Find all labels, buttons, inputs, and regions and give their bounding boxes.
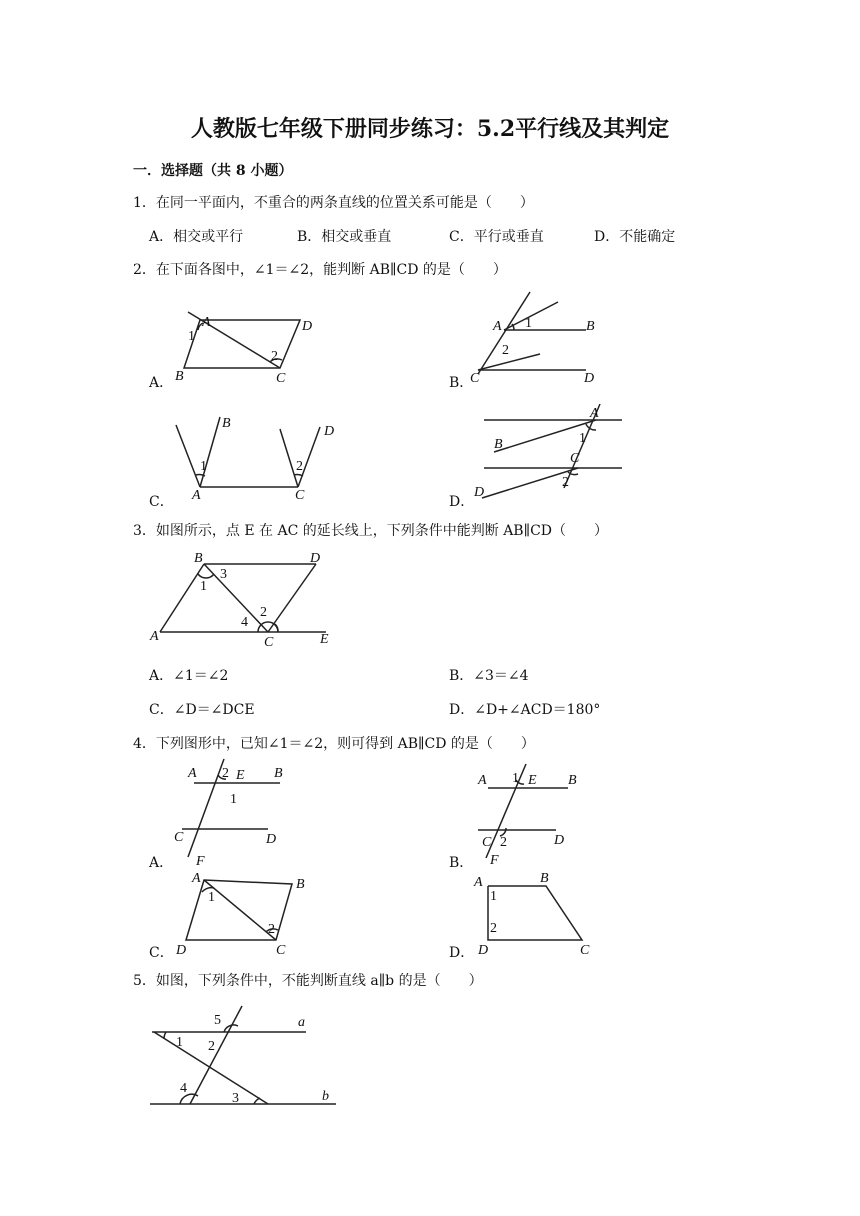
q4-figure-c bbox=[172, 868, 312, 958]
fig-label: 1 bbox=[230, 792, 237, 807]
question-3-stem: 3．如图所示，点 E 在 AC 的延长线上，下列条件中能判断 AB∥CD（ ） bbox=[133, 523, 609, 539]
fig-label: A bbox=[590, 406, 599, 421]
fig-label: C bbox=[276, 371, 286, 386]
fig-label: 1 bbox=[176, 1035, 183, 1050]
q1-option-a[interactable]: A．相交或平行 bbox=[149, 229, 244, 245]
fig-label: 5 bbox=[214, 1013, 221, 1028]
fig-label: 3 bbox=[232, 1091, 239, 1106]
question-1-stem: 1．在同一平面内，不重合的两条直线的位置关系可能是（ ） bbox=[133, 195, 534, 211]
q4-figure-b bbox=[470, 762, 590, 870]
fig-label: A bbox=[150, 629, 159, 644]
q3-figure bbox=[148, 548, 348, 653]
fig-label: B bbox=[568, 773, 577, 788]
q1-option-d[interactable]: D．不能确定 bbox=[594, 229, 676, 245]
fig-label: E bbox=[236, 768, 245, 783]
q4-option-c-label[interactable]: C． bbox=[149, 945, 174, 961]
q4-option-d-label[interactable]: D． bbox=[449, 945, 475, 961]
fig-label: C bbox=[470, 371, 480, 386]
q2-figure-d bbox=[470, 400, 630, 500]
fig-label: A bbox=[192, 488, 201, 503]
fig-label: D bbox=[554, 833, 565, 848]
fig-label: 2 bbox=[260, 605, 267, 620]
fig-label: 1 bbox=[200, 459, 207, 474]
fig-label: C bbox=[295, 488, 305, 503]
fig-label: D bbox=[176, 943, 187, 958]
fig-label: b bbox=[322, 1089, 329, 1104]
q2-option-b-label[interactable]: B． bbox=[449, 375, 474, 391]
q2-figure-a bbox=[170, 310, 330, 390]
fig-label: 1 bbox=[579, 431, 586, 446]
fig-label: A bbox=[474, 875, 483, 890]
section-heading: 一．选择题（共 8 小题） bbox=[133, 163, 293, 179]
fig-label: D bbox=[584, 371, 595, 386]
fig-label: 1 bbox=[490, 889, 497, 904]
fig-label: C bbox=[276, 943, 286, 958]
fig-label: 2 bbox=[271, 349, 278, 364]
fig-label: B bbox=[175, 369, 184, 384]
fig-label: 3 bbox=[220, 567, 227, 582]
question-4-stem: 4．下列图形中，已知∠1＝∠2，则可得到 AB∥CD 的是（ ） bbox=[133, 736, 535, 752]
fig-label: 4 bbox=[180, 1081, 187, 1096]
q3-option-c[interactable]: C．∠D＝∠DCE bbox=[149, 702, 255, 718]
fig-label: C bbox=[174, 830, 184, 845]
q2-option-c-label[interactable]: C． bbox=[149, 494, 174, 510]
q1-option-b[interactable]: B．相交或垂直 bbox=[297, 229, 392, 245]
fig-label: A bbox=[202, 315, 211, 330]
fig-label: C bbox=[482, 835, 492, 850]
page-title: 人教版七年级下册同步练习：5.2平行线及其判定 bbox=[190, 116, 670, 142]
fig-label: 2 bbox=[562, 475, 569, 490]
q3-option-a[interactable]: A．∠1＝∠2 bbox=[149, 668, 229, 684]
q4-option-b-label[interactable]: B． bbox=[449, 855, 474, 871]
fig-label: C bbox=[570, 451, 580, 466]
fig-label: D bbox=[474, 485, 485, 500]
q4-figure-d bbox=[472, 868, 602, 958]
fig-label: B bbox=[194, 551, 203, 566]
fig-label: D bbox=[478, 943, 489, 958]
fig-label: 1 bbox=[208, 890, 215, 905]
fig-label: 2 bbox=[268, 922, 275, 937]
q2-figure-c bbox=[170, 413, 350, 503]
q3-option-d[interactable]: D．∠D+∠ACD＝180° bbox=[449, 702, 601, 718]
question-5-stem: 5．如图，下列条件中，不能判断直线 a∥b 的是（ ） bbox=[133, 973, 483, 989]
fig-label: E bbox=[320, 632, 329, 647]
fig-label: 2 bbox=[490, 921, 497, 936]
fig-label: E bbox=[528, 773, 537, 788]
question-2-stem: 2．在下面各图中，∠1＝∠2，能判断 AB∥CD 的是（ ） bbox=[133, 262, 507, 278]
fig-label: B bbox=[494, 437, 503, 452]
fig-label: 1 bbox=[525, 316, 532, 331]
fig-label: 2 bbox=[222, 766, 229, 781]
fig-label: 2 bbox=[500, 835, 507, 850]
fig-label: D bbox=[310, 551, 321, 566]
q2-figure-b bbox=[468, 290, 608, 390]
fig-label: A bbox=[493, 319, 502, 334]
fig-label: a bbox=[298, 1015, 305, 1030]
q2-option-d-label[interactable]: D． bbox=[449, 494, 475, 510]
fig-label: 1 bbox=[200, 579, 207, 594]
fig-label: D bbox=[324, 424, 335, 439]
fig-label: 1 bbox=[188, 329, 195, 344]
fig-label: 1 bbox=[512, 771, 519, 786]
fig-label: 2 bbox=[296, 459, 303, 474]
fig-label: A bbox=[188, 766, 197, 781]
q1-option-c[interactable]: C．平行或垂直 bbox=[449, 229, 544, 245]
q2-option-a-label[interactable]: A． bbox=[149, 375, 174, 391]
fig-label: A bbox=[192, 871, 201, 886]
fig-label: 2 bbox=[208, 1039, 215, 1054]
fig-label: C bbox=[580, 943, 590, 958]
fig-label: A bbox=[478, 773, 487, 788]
fig-label: D bbox=[266, 832, 277, 847]
fig-label: F bbox=[196, 854, 205, 869]
fig-label: B bbox=[296, 877, 305, 892]
q4-option-a-label[interactable]: A． bbox=[149, 855, 174, 871]
fig-label: B bbox=[586, 319, 595, 334]
q5-figure bbox=[146, 1002, 346, 1114]
fig-label: D bbox=[302, 319, 313, 334]
fig-label: B bbox=[540, 871, 549, 886]
q4-figure-a bbox=[168, 757, 298, 869]
fig-label: 2 bbox=[502, 343, 509, 358]
q3-option-b[interactable]: B．∠3＝∠4 bbox=[449, 668, 529, 684]
fig-label: B bbox=[274, 766, 283, 781]
fig-label: 4 bbox=[241, 615, 248, 630]
fig-label: F bbox=[490, 853, 499, 868]
fig-label: C bbox=[264, 635, 274, 650]
fig-label: B bbox=[222, 416, 231, 431]
